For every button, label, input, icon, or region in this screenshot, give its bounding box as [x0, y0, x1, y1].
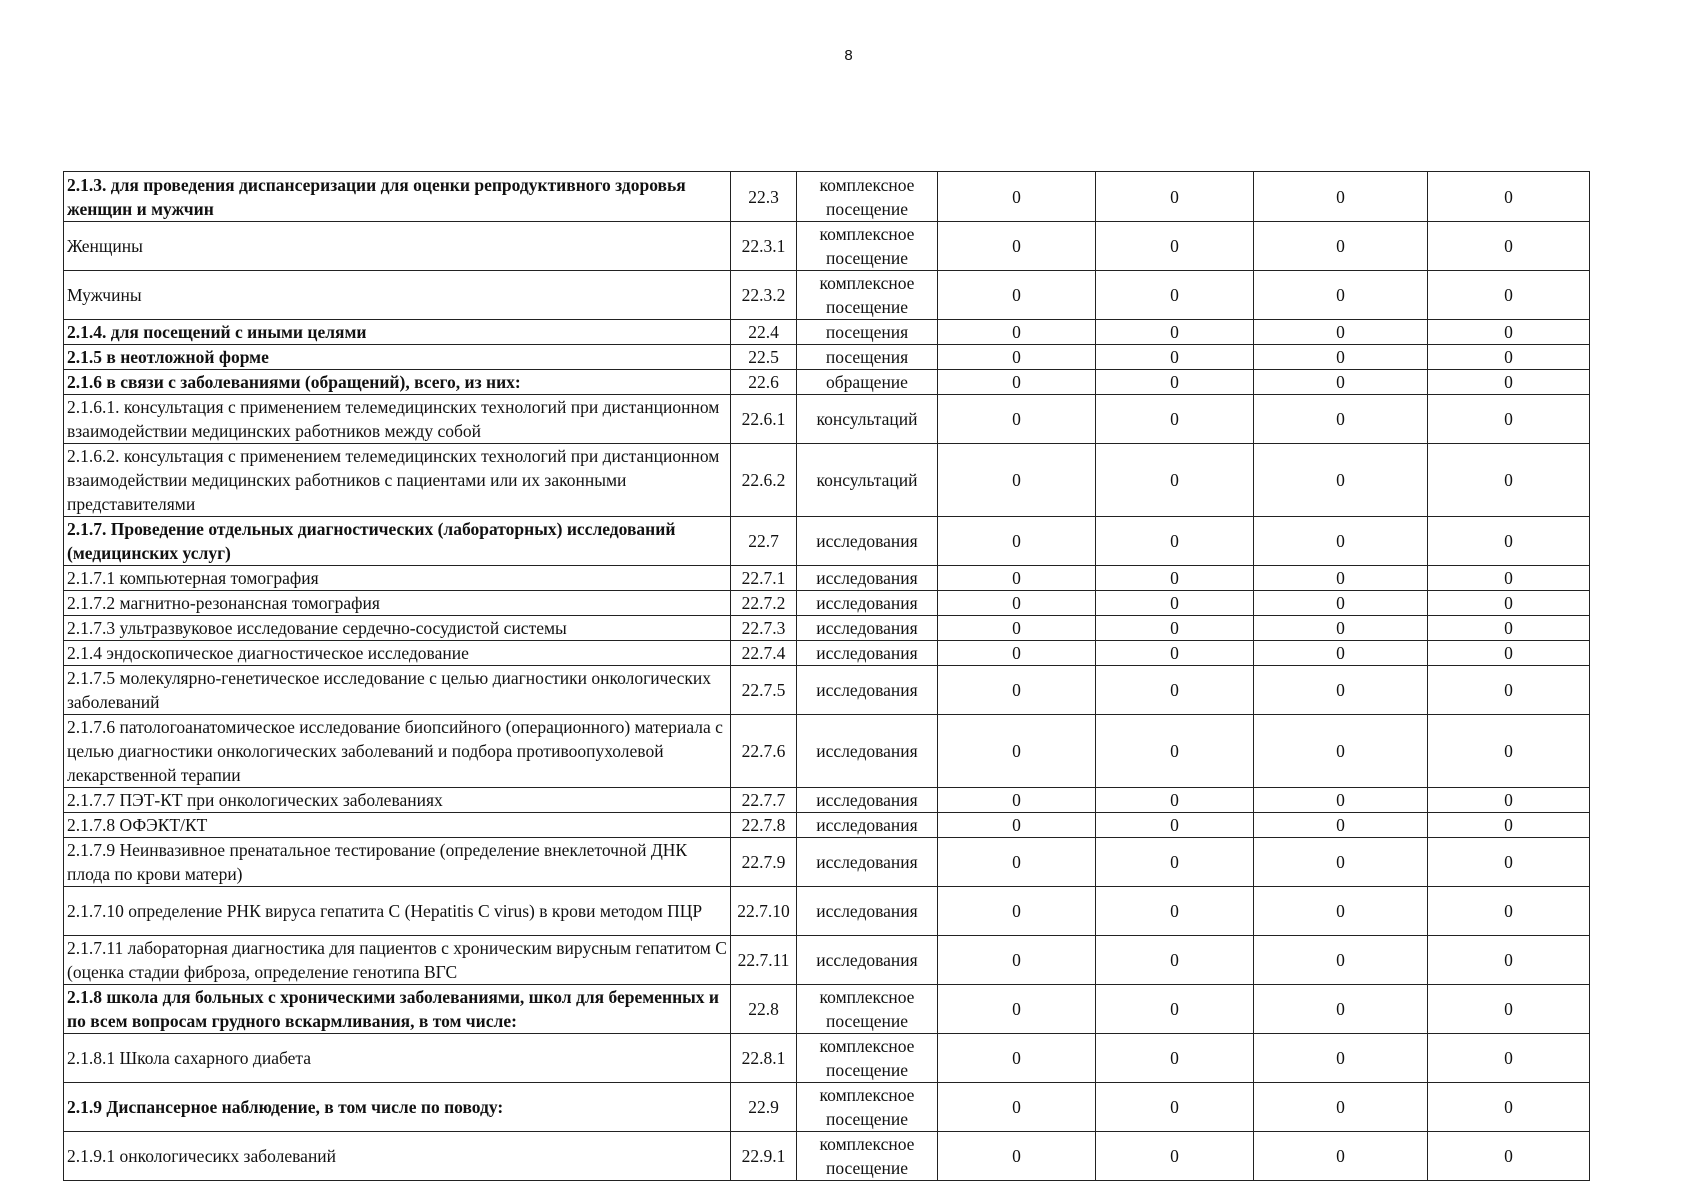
value-cell: 0: [1096, 271, 1254, 320]
value-cell: 0: [1254, 222, 1428, 271]
unit-cell: обращение: [797, 370, 938, 395]
code-cell: 22.6.1: [731, 395, 797, 444]
code-cell: 22.8: [731, 985, 797, 1034]
code-cell: 22.7.7: [731, 788, 797, 813]
value-cell: 0: [1254, 936, 1428, 985]
code-cell: 22.7.10: [731, 887, 797, 936]
name-cell: 2.1.8.1 Школа сахарного диабета: [64, 1034, 731, 1083]
value-cell: 0: [1096, 395, 1254, 444]
table-row: [64, 985, 1590, 1034]
value-cell: 0: [1428, 715, 1590, 788]
value-cell: 0: [1254, 1083, 1428, 1132]
name-cell: 2.1.7. Проведение отдельных диагностических (лабораторных) исследований (медицинских услуг): [64, 517, 731, 566]
value-cell: 0: [938, 936, 1096, 985]
value-cell: 0: [1096, 616, 1254, 641]
value-cell: 0: [938, 591, 1096, 616]
value-cell: 0: [1254, 320, 1428, 345]
value-cell: 0: [1428, 985, 1590, 1034]
name-cell: 2.1.6.2. консультация с применением телемедицинских технологий при дистанционном взаимодействии медицинских работников с пациентами или их законными представителями: [64, 444, 731, 517]
value-cell: 0: [1254, 517, 1428, 566]
table-row: [64, 222, 1590, 271]
value-cell: 0: [938, 1132, 1096, 1181]
unit-cell: исследования: [797, 887, 938, 936]
table-body: [64, 172, 1590, 1181]
value-cell: 0: [938, 715, 1096, 788]
name-cell: 2.1.5 в неотложной форме: [64, 345, 731, 370]
table-row: [64, 1034, 1590, 1083]
table-row: [64, 616, 1590, 641]
name-cell: 2.1.7.11 лабораторная диагностика для пациентов с хроническим вирусным гепатитом С (оценка стадии фиброза, определение генотипа ВГС: [64, 936, 731, 985]
table-row: [64, 666, 1590, 715]
table-row: [64, 887, 1590, 936]
value-cell: 0: [1428, 788, 1590, 813]
value-cell: 0: [938, 641, 1096, 666]
value-cell: 0: [938, 985, 1096, 1034]
value-cell: 0: [1428, 616, 1590, 641]
name-cell: 2.1.4. для посещений с иными целями: [64, 320, 731, 345]
unit-cell: консультаций: [797, 395, 938, 444]
value-cell: 0: [1428, 345, 1590, 370]
value-cell: 0: [1254, 444, 1428, 517]
value-cell: 0: [1428, 566, 1590, 591]
table-row: [64, 566, 1590, 591]
table-row: [64, 715, 1590, 788]
value-cell: 0: [1428, 887, 1590, 936]
value-cell: 0: [1254, 666, 1428, 715]
unit-cell: комплексное посещение: [797, 985, 938, 1034]
unit-cell: исследования: [797, 715, 938, 788]
value-cell: 0: [938, 566, 1096, 591]
table-row: [64, 395, 1590, 444]
unit-cell: консультаций: [797, 444, 938, 517]
table-row: [64, 517, 1590, 566]
unit-cell: комплексное посещение: [797, 1034, 938, 1083]
table-row: [64, 345, 1590, 370]
code-cell: 22.8.1: [731, 1034, 797, 1083]
value-cell: 0: [1096, 444, 1254, 517]
value-cell: 0: [1254, 172, 1428, 222]
value-cell: 0: [1096, 666, 1254, 715]
name-cell: 2.1.6 в связи с заболеваниями (обращений), всего, из них:: [64, 370, 731, 395]
value-cell: 0: [1428, 1083, 1590, 1132]
code-cell: 22.3: [731, 172, 797, 222]
value-cell: 0: [938, 616, 1096, 641]
table-row: [64, 1083, 1590, 1132]
name-cell: 2.1.6.1. консультация с применением телемедицинских технологий при дистанционном взаимодействии медицинских работников между собой: [64, 395, 731, 444]
value-cell: 0: [1096, 936, 1254, 985]
name-cell: 2.1.7.7 ПЭТ-КТ при онкологических заболеваниях: [64, 788, 731, 813]
value-cell: 0: [938, 838, 1096, 887]
value-cell: 0: [1096, 370, 1254, 395]
name-cell: 2.1.7.8 ОФЭКТ/КТ: [64, 813, 731, 838]
table-row: [64, 172, 1590, 222]
value-cell: 0: [1096, 1083, 1254, 1132]
name-cell: Мужчины: [64, 271, 731, 320]
value-cell: 0: [938, 320, 1096, 345]
value-cell: 0: [1096, 788, 1254, 813]
name-cell: 2.1.8 школа для больных с хроническими заболеваниями, школ для беременных и по всем вопросам грудного вскармливания, в том числе:: [64, 985, 731, 1034]
name-cell: 2.1.9 Диспансерное наблюдение, в том числе по поводу:: [64, 1083, 731, 1132]
value-cell: 0: [938, 345, 1096, 370]
value-cell: 0: [1254, 616, 1428, 641]
value-cell: 0: [1254, 271, 1428, 320]
unit-cell: исследования: [797, 788, 938, 813]
unit-cell: исследования: [797, 666, 938, 715]
unit-cell: исследования: [797, 616, 938, 641]
value-cell: 0: [1428, 370, 1590, 395]
table-row: [64, 641, 1590, 666]
value-cell: 0: [1254, 566, 1428, 591]
page-number: 8: [844, 47, 853, 64]
value-cell: 0: [1254, 641, 1428, 666]
value-cell: 0: [1096, 172, 1254, 222]
value-cell: 0: [1096, 838, 1254, 887]
unit-cell: исследования: [797, 517, 938, 566]
value-cell: 0: [938, 172, 1096, 222]
value-cell: 0: [1254, 345, 1428, 370]
name-cell: 2.1.7.6 патологоанатомическое исследование биопсийного (операционного) материала с целью диагностики онкологических заболеваний и подбора противоопухолевой лекарственной терапии: [64, 715, 731, 788]
name-cell: 2.1.7.1 компьютерная томография: [64, 566, 731, 591]
value-cell: 0: [1428, 813, 1590, 838]
value-cell: 0: [1096, 813, 1254, 838]
value-cell: 0: [1096, 566, 1254, 591]
value-cell: 0: [1254, 985, 1428, 1034]
value-cell: 0: [1096, 715, 1254, 788]
value-cell: 0: [1428, 172, 1590, 222]
table-row: [64, 813, 1590, 838]
code-cell: 22.3.1: [731, 222, 797, 271]
table-row: [64, 788, 1590, 813]
value-cell: 0: [1428, 395, 1590, 444]
code-cell: 22.7.4: [731, 641, 797, 666]
unit-cell: комплексное посещение: [797, 271, 938, 320]
code-cell: 22.7.8: [731, 813, 797, 838]
value-cell: 0: [1428, 444, 1590, 517]
value-cell: 0: [1428, 1034, 1590, 1083]
table-row: [64, 444, 1590, 517]
name-cell: Женщины: [64, 222, 731, 271]
value-cell: 0: [1254, 788, 1428, 813]
value-cell: 0: [938, 813, 1096, 838]
code-cell: 22.9: [731, 1083, 797, 1132]
value-cell: 0: [1254, 887, 1428, 936]
value-cell: 0: [1096, 641, 1254, 666]
code-cell: 22.7.11: [731, 936, 797, 985]
code-cell: 22.5: [731, 345, 797, 370]
name-cell: 2.1.4 эндоскопическое диагностическое исследование: [64, 641, 731, 666]
name-cell: 2.1.7.3 ультразвуковое исследование сердечно-сосудистой системы: [64, 616, 731, 641]
value-cell: 0: [1254, 1132, 1428, 1181]
unit-cell: исследования: [797, 813, 938, 838]
value-cell: 0: [1254, 1034, 1428, 1083]
indicators-table: [63, 171, 1590, 1181]
unit-cell: комплексное посещение: [797, 172, 938, 222]
name-cell: 2.1.9.1 онкологичесикх заболеваний: [64, 1132, 731, 1181]
code-cell: 22.4: [731, 320, 797, 345]
unit-cell: исследования: [797, 838, 938, 887]
table-row: [64, 1132, 1590, 1181]
value-cell: 0: [938, 1083, 1096, 1132]
value-cell: 0: [938, 444, 1096, 517]
value-cell: 0: [1254, 838, 1428, 887]
table-row: [64, 591, 1590, 616]
unit-cell: исследования: [797, 591, 938, 616]
code-cell: 22.3.2: [731, 271, 797, 320]
unit-cell: комплексное посещение: [797, 222, 938, 271]
table-row: [64, 320, 1590, 345]
unit-cell: посещения: [797, 320, 938, 345]
value-cell: 0: [938, 517, 1096, 566]
value-cell: 0: [1428, 1132, 1590, 1181]
table-row: [64, 936, 1590, 985]
value-cell: 0: [1096, 591, 1254, 616]
value-cell: 0: [1428, 222, 1590, 271]
code-cell: 22.7.2: [731, 591, 797, 616]
table-row: [64, 838, 1590, 887]
value-cell: 0: [1428, 271, 1590, 320]
table-row: [64, 370, 1590, 395]
table-row: [64, 271, 1590, 320]
code-cell: 22.7.6: [731, 715, 797, 788]
code-cell: 22.7.3: [731, 616, 797, 641]
value-cell: 0: [938, 370, 1096, 395]
code-cell: 22.9.1: [731, 1132, 797, 1181]
name-cell: 2.1.7.10 определение РНК вируса гепатита С (Hepatitis C virus) в крови методом ПЦР: [64, 887, 731, 936]
value-cell: 0: [938, 666, 1096, 715]
value-cell: 0: [1096, 1132, 1254, 1181]
code-cell: 22.6.2: [731, 444, 797, 517]
unit-cell: исследования: [797, 936, 938, 985]
code-cell: 22.7.1: [731, 566, 797, 591]
value-cell: 0: [1096, 1034, 1254, 1083]
value-cell: 0: [1254, 395, 1428, 444]
value-cell: 0: [1096, 345, 1254, 370]
value-cell: 0: [1096, 222, 1254, 271]
unit-cell: комплексное посещение: [797, 1132, 938, 1181]
value-cell: 0: [1096, 517, 1254, 566]
name-cell: 2.1.7.9 Неинвазивное пренатальное тестирование (определение внеклеточной ДНК плода по крови матери): [64, 838, 731, 887]
unit-cell: исследования: [797, 641, 938, 666]
value-cell: 0: [1254, 370, 1428, 395]
value-cell: 0: [938, 788, 1096, 813]
value-cell: 0: [1428, 320, 1590, 345]
value-cell: 0: [1254, 715, 1428, 788]
name-cell: 2.1.3. для проведения диспансеризации для оценки репродуктивного здоровья женщин и мужчин: [64, 172, 731, 222]
value-cell: 0: [1428, 838, 1590, 887]
unit-cell: посещения: [797, 345, 938, 370]
value-cell: 0: [1096, 320, 1254, 345]
code-cell: 22.6: [731, 370, 797, 395]
value-cell: 0: [938, 1034, 1096, 1083]
value-cell: 0: [1428, 666, 1590, 715]
value-cell: 0: [1428, 936, 1590, 985]
value-cell: 0: [1096, 985, 1254, 1034]
value-cell: 0: [1096, 887, 1254, 936]
name-cell: 2.1.7.5 молекулярно-генетическое исследование с целью диагностики онкологических заболеваний: [64, 666, 731, 715]
code-cell: 22.7.5: [731, 666, 797, 715]
name-cell: 2.1.7.2 магнитно-резонансная томография: [64, 591, 731, 616]
value-cell: 0: [1254, 813, 1428, 838]
code-cell: 22.7.9: [731, 838, 797, 887]
value-cell: 0: [1428, 591, 1590, 616]
value-cell: 0: [1428, 641, 1590, 666]
value-cell: 0: [1428, 517, 1590, 566]
value-cell: 0: [938, 271, 1096, 320]
unit-cell: комплексное посещение: [797, 1083, 938, 1132]
unit-cell: исследования: [797, 566, 938, 591]
value-cell: 0: [938, 395, 1096, 444]
value-cell: 0: [1254, 591, 1428, 616]
value-cell: 0: [938, 222, 1096, 271]
code-cell: 22.7: [731, 517, 797, 566]
value-cell: 0: [938, 887, 1096, 936]
